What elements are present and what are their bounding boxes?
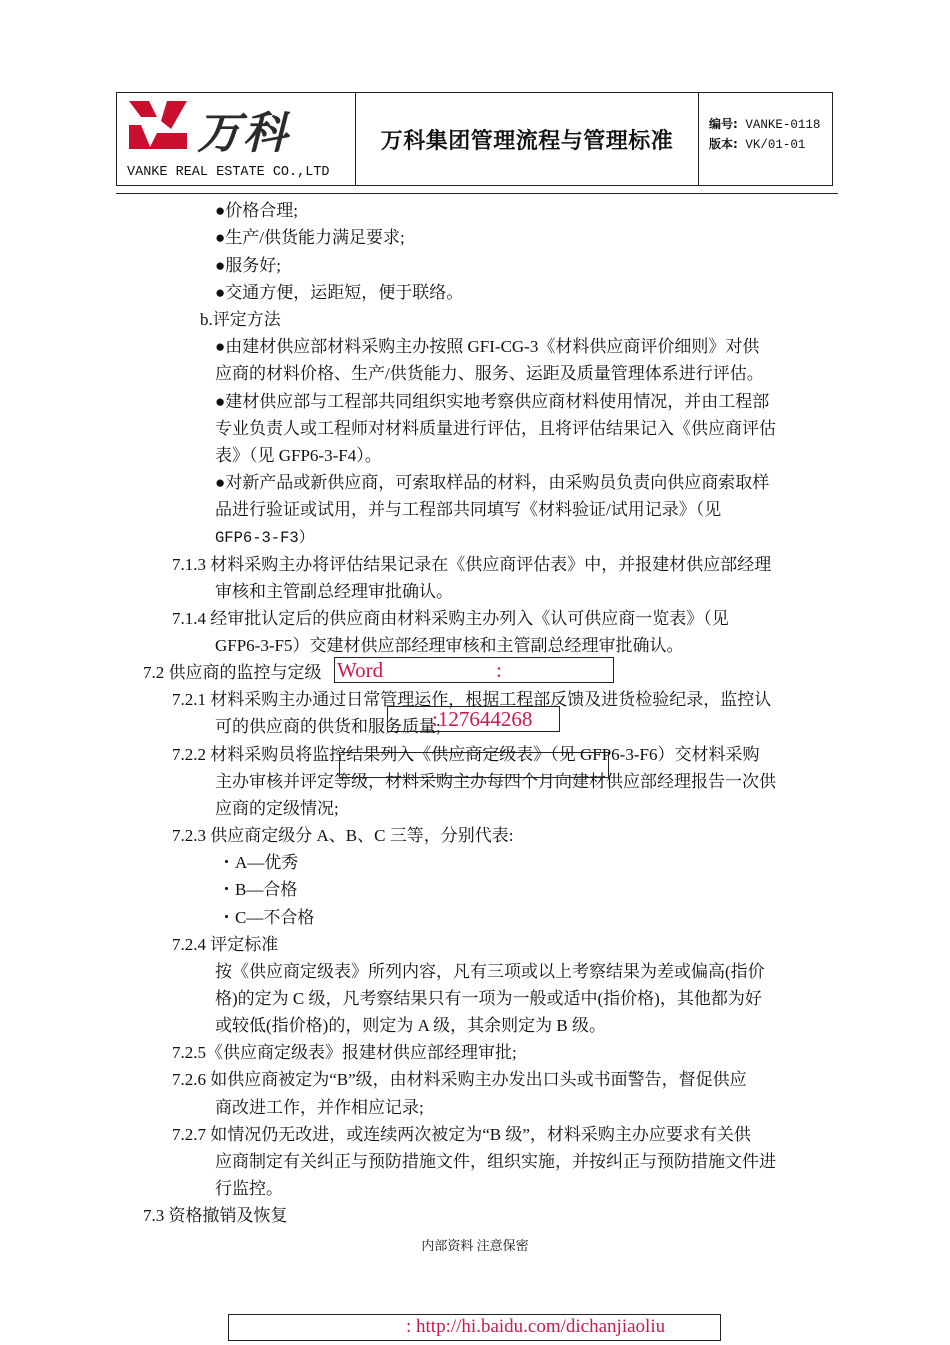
- grade-item: ・A—优秀: [218, 853, 299, 872]
- body-line: ●服务好;: [215, 256, 281, 275]
- logo-company-name: VANKE REAL ESTATE CO.,LTD: [127, 165, 330, 180]
- logo-brand-text: 万科: [197, 108, 289, 159]
- body-line: ●由建材供应部材料采购主办按照 GFI-CG-3《材料供应商评价细则》对供: [215, 337, 760, 356]
- watermark-box-empty: [339, 752, 609, 778]
- body-line: GFP6-3-F5）交建材供应部经理审核和主管副总经理审批确认。: [215, 636, 684, 655]
- vanke-logo-icon: [127, 99, 189, 151]
- body-line: ●对新产品或新供应商，可索取样品的材料，由采购员负责向供应商索取样: [215, 473, 770, 492]
- body-line: ●建材供应部与工程部共同组织实地考察供应商材料使用情况，并由工程部: [215, 392, 770, 411]
- body-line: 应商的材料价格、生产/供货能力、服务、运距及质量管理体系进行评估。: [215, 364, 764, 383]
- header-divider: [116, 193, 838, 194]
- watermark-number: :127644268: [432, 707, 533, 731]
- body-line: 按《供应商定级表》所列内容，凡有三项或以上考察结果为差或偏高(指价: [215, 962, 765, 981]
- body-line: 专业负责人或工程师对材料质量进行评估，且将评估结果记入《供应商评估: [215, 419, 776, 438]
- body-line: 7.1.3 材料采购主办将评估结果记录在《供应商评估表》中，并报建材供应部经理: [172, 555, 772, 574]
- body-line: 主办审核并评定等级，材料采购主办每四个月向建材供应部经理报告一次供: [215, 772, 776, 791]
- body-line: 7.1.4 经审批认定后的供应商由材料采购主办列入《认可供应商一览表》（见: [172, 609, 729, 628]
- body-line: 品进行验证或试用，并与工程部共同填写《材料验证/试用记录》（见: [215, 500, 722, 519]
- watermark-colon: :: [496, 658, 502, 682]
- body-line: 应商的定级情况;: [215, 799, 339, 818]
- document-meta: [699, 93, 832, 185]
- body-line: 或较低(指价格)的，则定为 A 级，其余则定为 B 级。: [215, 1016, 606, 1035]
- code-value: VANKE-0118: [745, 118, 821, 132]
- body-line: GFP6-3-F3）: [215, 529, 315, 547]
- section-heading: 7.3 资格撤销及恢复: [143, 1206, 288, 1225]
- body-line: 行监控。: [215, 1179, 283, 1198]
- body-line: ●价格合理;: [215, 201, 298, 220]
- body-line: 表》（见 GFP6-3-F4）。: [215, 446, 382, 465]
- watermark-url[interactable]: : http://hi.baidu.com/dichanjiaoliu: [406, 1316, 666, 1337]
- body-line: 7.2.4 评定标准: [172, 935, 279, 954]
- body-line: b.评定方法: [200, 310, 281, 329]
- document-header: [116, 92, 833, 186]
- body-line: 7.2.7 如情况仍无改进，或连续两次被定为“B 级”，材料采购主办应要求有关供: [172, 1125, 751, 1144]
- version-label: 版本:: [709, 137, 738, 151]
- body-line: 应商制定有关纠正与预防措施文件，组织实施，并按纠正与预防措施文件进: [215, 1152, 776, 1171]
- grade-item: ・B—合格: [218, 880, 298, 899]
- grade-item: ・C—不合格: [218, 908, 315, 927]
- code-label: 编号:: [709, 117, 738, 131]
- version-value: VK/01-01: [745, 138, 806, 152]
- body-line: 7.2.6 如供应商被定为“B”级，由材料采购主办发出口头或书面警告，督促供应: [172, 1070, 747, 1089]
- confidential-footer: 内部资料 注意保密: [421, 1238, 529, 1253]
- body-line: 可的供应商的供货和服务质量;: [215, 717, 441, 736]
- body-line: 7.2.1 材料采购主办通过日常管理运作，根据工程部反馈及进货检验纪录，监控认: [172, 690, 772, 709]
- body-line: 商改进工作，并作相应记录;: [215, 1098, 424, 1117]
- body-line: ●交通方便，运距短，便于联络。: [215, 283, 464, 302]
- body-line: 7.2.2 材料采购员将监控结果列入《供应商定级表》（见 GFP6-3-F6）交材料采购: [172, 745, 760, 764]
- body-line: 格)的定为 C 级，凡考察结果只有一项为一般或适中(指价格)，其他都为好: [215, 989, 762, 1008]
- body-line: ●生产/供货能力满足要求;: [215, 228, 405, 247]
- body-line: 审核和主管副总经理审批确认。: [215, 582, 453, 601]
- watermark-word: Word: [337, 658, 384, 682]
- document-title: 万科集团管理流程与管理标准: [356, 93, 699, 185]
- body-line: 7.2.5《供应商定级表》报建材供应部经理审批;: [172, 1043, 517, 1062]
- body-line: 7.2.3 供应商定级分 A、B、C 三等，分别代表:: [172, 826, 514, 845]
- company-logo: [117, 93, 356, 185]
- section-heading: 7.2 供应商的监控与定级: [143, 663, 322, 682]
